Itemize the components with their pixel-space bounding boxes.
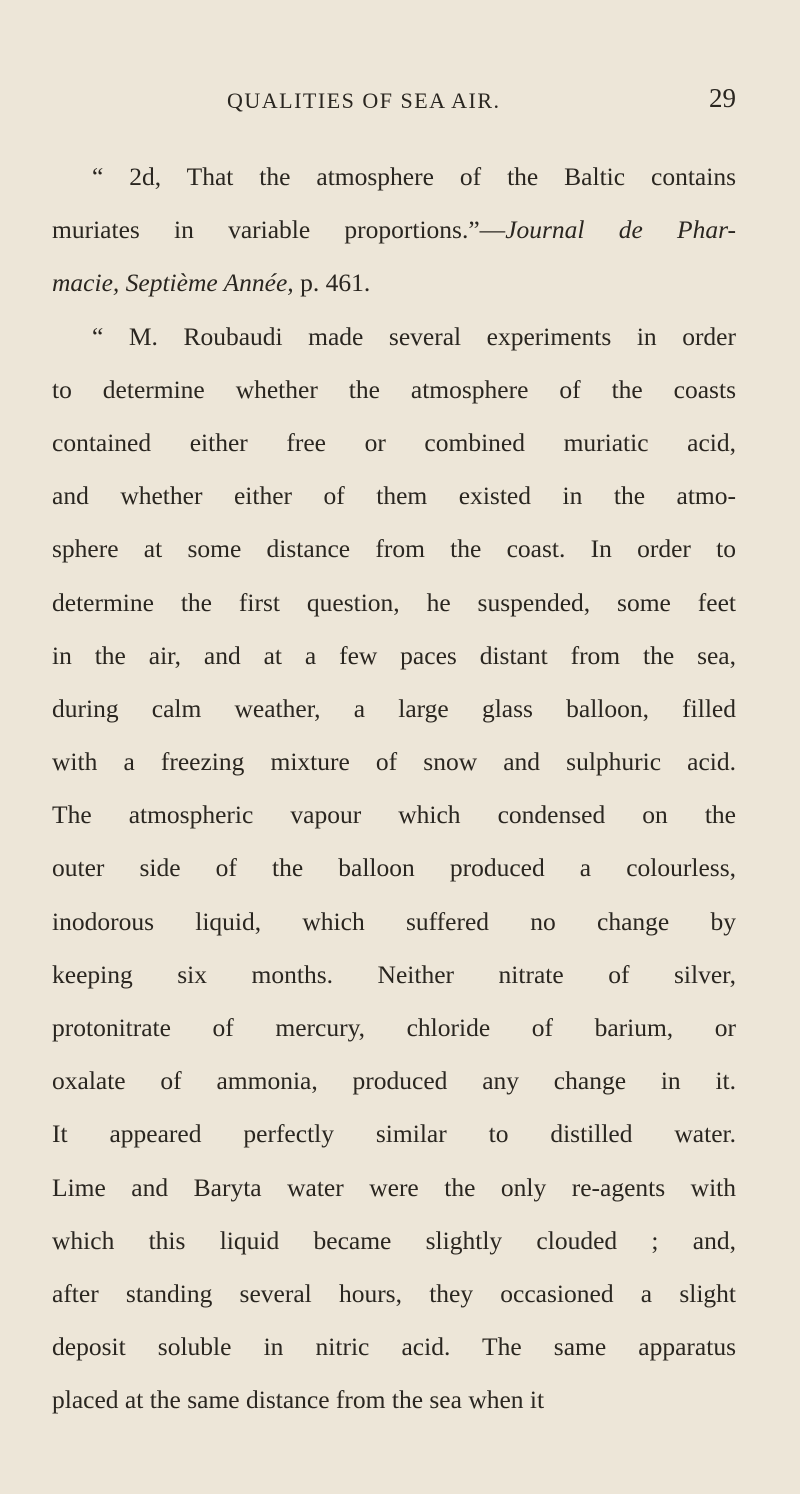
text-line: keeping six months. Neither nitrate of silver, xyxy=(52,959,736,989)
text-line: contained either free or combined muriatic acid, xyxy=(52,427,736,457)
text-line: protonitrate of mercury, chloride of barium, or xyxy=(52,1013,736,1042)
text-line: sphere at some distance from the coast. In order to xyxy=(52,534,736,564)
text-line: outer side of the balloon produced a colourless, xyxy=(52,853,736,883)
text-line: muriates in variable proportions.”—Journal de Phar- xyxy=(52,215,736,245)
page-number: 29 xyxy=(709,83,736,113)
text-line: determine the first question, he suspended, some feet xyxy=(52,587,736,617)
text-line: placed at the same distance from the sea when it xyxy=(52,1385,545,1415)
running-title: QUALITIES OF SEA AIR. xyxy=(227,88,501,113)
text-line: “ 2d, That the atmosphere of the Baltic contains xyxy=(92,162,736,191)
text-line: Lime and Baryta water were the only re-agents with xyxy=(52,1172,736,1202)
text-line: inodorous liquid, which suffered no change by xyxy=(52,906,736,936)
text-line: with a freezing mixture of snow and sulphuric acid. xyxy=(52,747,736,777)
text-line: macie, Septième Année, p. 461. xyxy=(52,268,371,298)
text-line: oxalate of ammonia, produced any change in it. xyxy=(52,1066,736,1096)
text-line: which this liquid became slightly clouded ; and, xyxy=(52,1225,736,1255)
text-line: and whether either of them existed in the atmo- xyxy=(52,481,736,511)
body-text xyxy=(52,150,736,1427)
text-line: after standing several hours, they occasioned a slight xyxy=(52,1278,736,1308)
text-line: in the air, and at a few paces distant from the sea, xyxy=(52,640,736,670)
text-line: It appeared perfectly similar to distilled water. xyxy=(52,1119,736,1149)
page-header xyxy=(0,83,800,128)
text-line: during calm weather, a large glass balloon, filled xyxy=(52,693,736,723)
text-line: deposit soluble in nitric acid. The same apparatus xyxy=(52,1332,736,1362)
text-line: “ M. Roubaudi made several experiments in order xyxy=(92,321,736,351)
text-line: The atmospheric vapour which condensed on the xyxy=(52,800,736,830)
text-line: to determine whether the atmosphere of the coasts xyxy=(52,374,736,404)
